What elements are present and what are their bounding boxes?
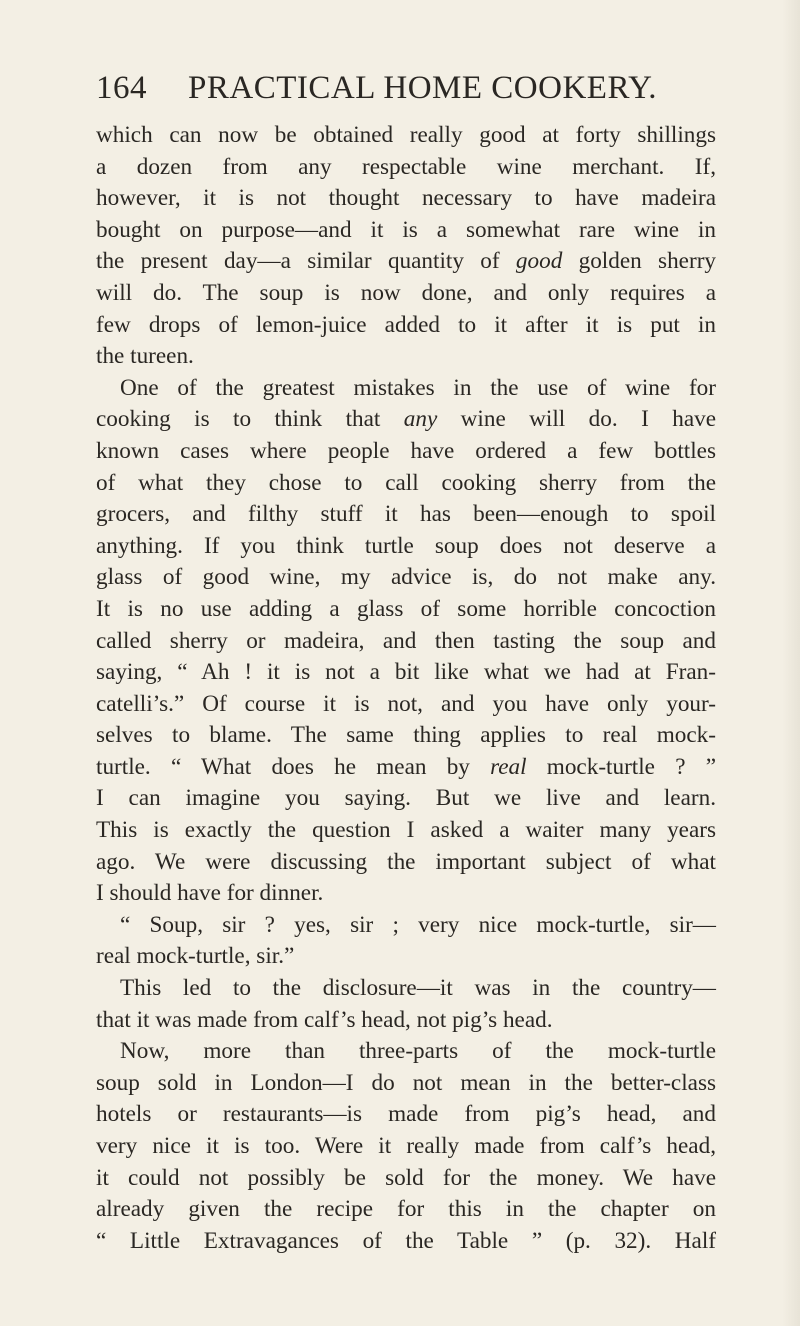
text-line: it could not possibly be sold for the money. We have bbox=[96, 1164, 716, 1191]
text-line: Now, more than three-parts of the mock-turtle bbox=[120, 1038, 716, 1065]
text-line: ago. We were discussing the important subject of what bbox=[96, 848, 716, 875]
text-line: bought on purpose—and it is a somewhat rare wine in bbox=[96, 216, 716, 243]
text-line: that it was made from calf’s head, not pig’s head. bbox=[96, 1006, 553, 1033]
text-line: soup sold in London—I do not mean in the better-class bbox=[96, 1069, 716, 1096]
text-line: “ Little Extravagances of the Table ” (p. 32). Half bbox=[96, 1227, 716, 1254]
text-line: the tureen. bbox=[96, 343, 194, 370]
text-line: very nice it is too. Were it really made from calf’s head, bbox=[96, 1133, 716, 1159]
text-line: called sherry or madeira, and then tasting the soup and bbox=[96, 627, 716, 654]
text-line: I should have for dinner. bbox=[96, 880, 324, 907]
text-line: I can imagine you saying. But we live and learn. bbox=[96, 785, 716, 812]
text-line: It is no use adding a glass of some horrible concoction bbox=[96, 595, 716, 622]
text-line: selves to blame. The same thing applies to real mock- bbox=[96, 722, 716, 749]
text-line: however, it is not thought necessary to have madeira bbox=[96, 185, 716, 212]
running-title: PRACTICAL HOME COOKERY. bbox=[188, 70, 657, 106]
text-line: glass of good wine, my advice is, do not make any. bbox=[96, 564, 716, 591]
text-line: which can now be obtained really good at forty shillings bbox=[96, 122, 716, 148]
text-line: saying, “ Ah ! it is not a bit like what we had at Fran- bbox=[96, 659, 716, 686]
text-line: anything. If you think turtle soup does not deserve a bbox=[96, 532, 716, 559]
text-line: will do. The soup is now done, and only requires a bbox=[96, 279, 716, 306]
text-line: turtle. “ What does he mean by real mock-turtle ? ” bbox=[96, 753, 716, 780]
text-line: known cases where people have ordered a few bottles bbox=[96, 437, 716, 464]
text-line: catelli’s.” Of course it is not, and you have only your- bbox=[96, 690, 716, 717]
text-line: a dozen from any respectable wine merchant. If, bbox=[96, 153, 716, 180]
text-line: of what they chose to call cooking sherry from the bbox=[96, 469, 716, 496]
text-line: This led to the disclosure—it was in the country— bbox=[120, 975, 716, 1002]
text-line: few drops of lemon-juice added to it after it is put in bbox=[96, 311, 716, 338]
emphasis: real bbox=[490, 753, 527, 780]
text-line: real mock-turtle, sir.” bbox=[96, 943, 295, 970]
page-number: 164 bbox=[96, 70, 147, 106]
text-line: cooking is to think that any wine will do. I have bbox=[96, 406, 716, 433]
emphasis: good bbox=[515, 248, 563, 275]
text-line: hotels or restaurants—is made from pig’s head, and bbox=[96, 1101, 716, 1128]
emphasis: any bbox=[403, 406, 438, 433]
text-line: already given the recipe for this in the chapter on bbox=[96, 1196, 716, 1223]
running-header bbox=[96, 68, 716, 108]
text-line: grocers, and filthy stuff it has been—enough to spoil bbox=[96, 501, 716, 528]
text-line: “ Soup, sir ? yes, sir ; very nice mock-turtle, sir— bbox=[120, 911, 716, 938]
text-line: One of the greatest mistakes in the use of wine for bbox=[120, 374, 716, 401]
page-edge-shadow bbox=[782, 0, 800, 1326]
text-line: This is exactly the question I asked a waiter many years bbox=[96, 817, 716, 844]
page-body bbox=[96, 120, 716, 1257]
text-line: the present day—a similar quantity of good golden sherry bbox=[96, 248, 717, 275]
